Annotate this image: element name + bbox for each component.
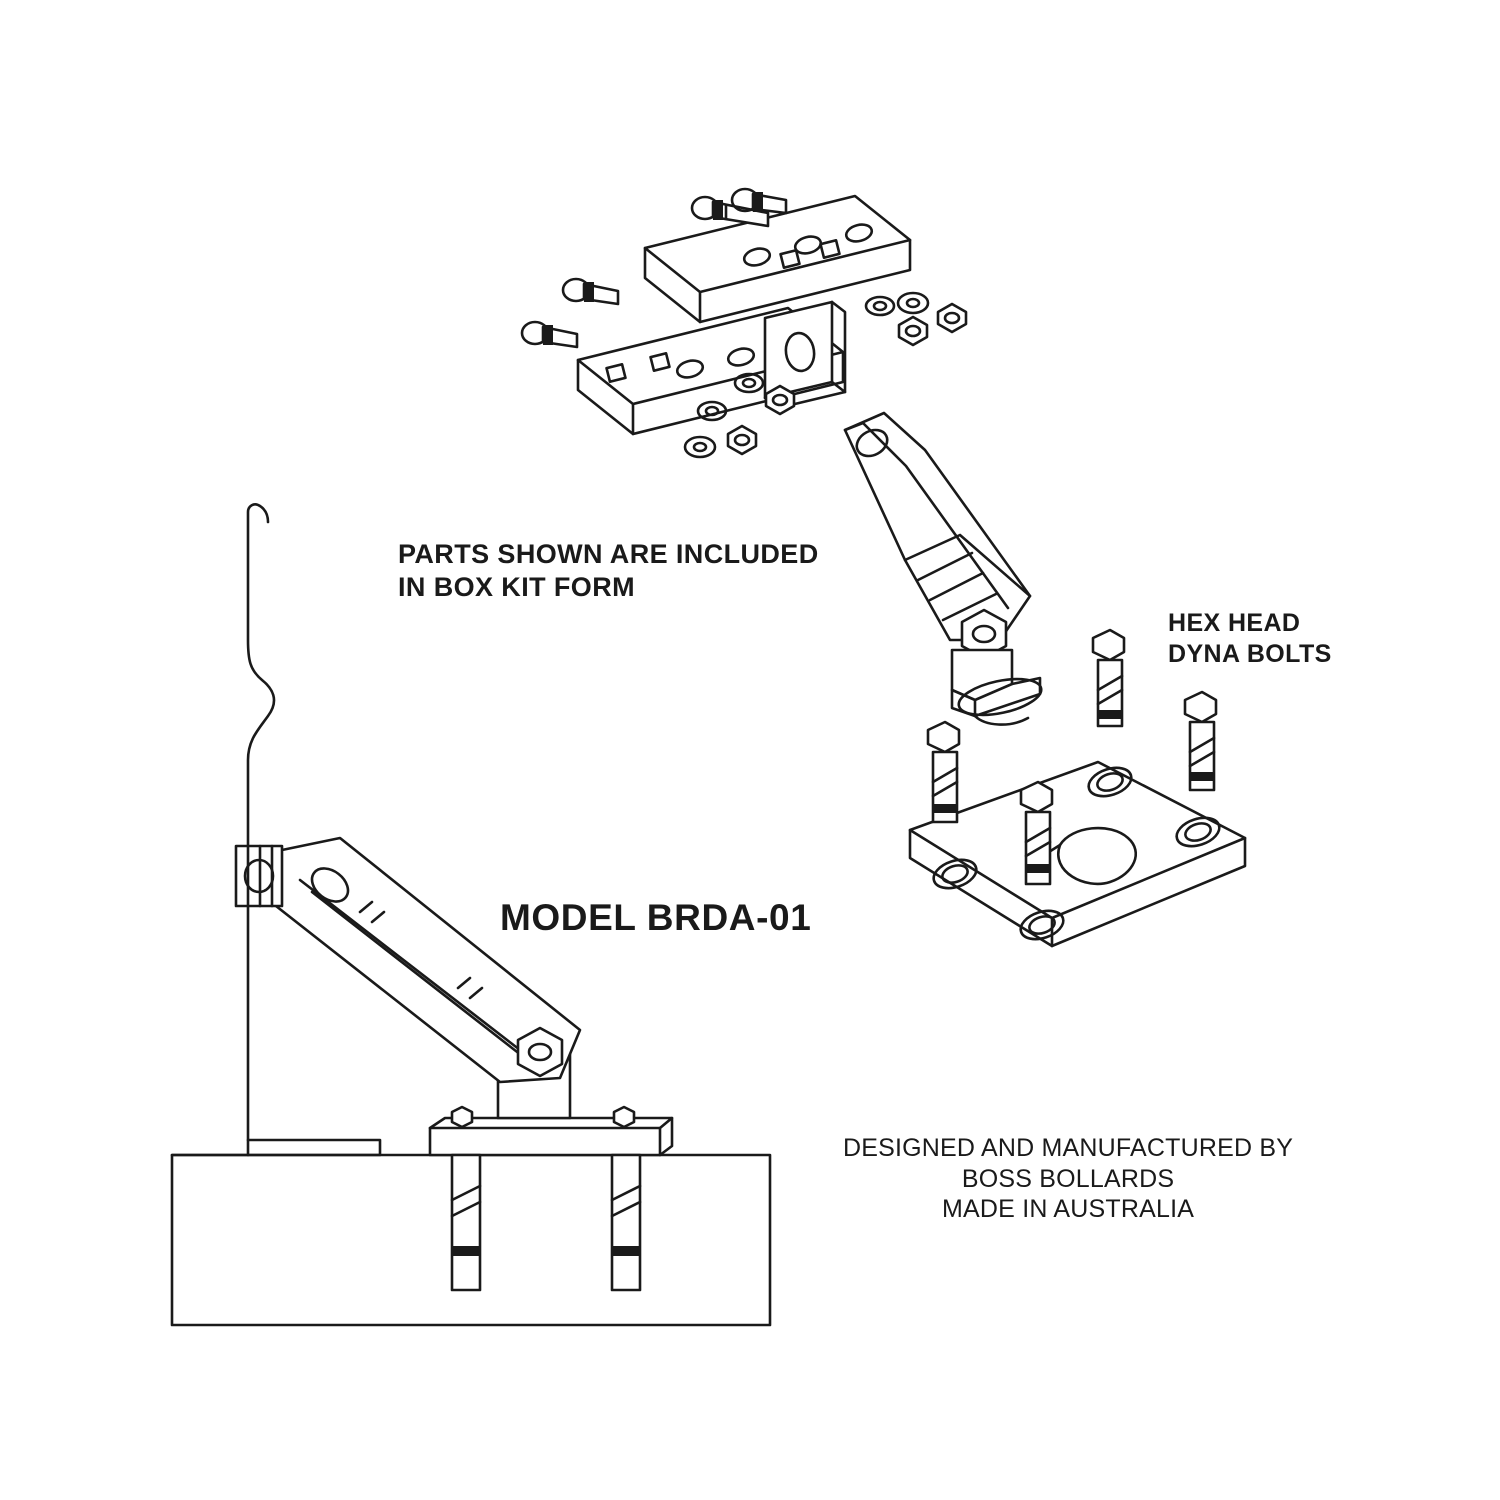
dyna-bolt-d xyxy=(1021,782,1052,884)
bracket-bolt-2 xyxy=(732,189,786,213)
hex-label-line-1: HEX HEAD xyxy=(1168,609,1301,637)
model-label: MODEL BRDA-01 xyxy=(500,897,812,938)
manufacturer-line-1: DESIGNED AND MANUFACTURED BY xyxy=(843,1134,1294,1162)
kit-note-line-2: IN BOX KIT FORM xyxy=(398,571,635,602)
kit-note xyxy=(398,538,819,604)
hex-label-line-2: DYNA BOLTS xyxy=(1168,639,1332,668)
hinge-arm-exploded xyxy=(845,413,1044,725)
bracket-bolt-3 xyxy=(563,279,618,304)
dyna-bolt-c xyxy=(928,722,959,822)
bracket-bolt-4 xyxy=(522,322,577,347)
dyna-bolt-a xyxy=(1093,630,1124,726)
dyna-bolt-b xyxy=(1185,692,1216,790)
kit-note-line-1: PARTS SHOWN ARE INCLUDED xyxy=(398,539,819,569)
hex-head-dyna-bolts-label xyxy=(1168,608,1332,669)
manufacturer-line-3: MADE IN AUSTRALIA xyxy=(942,1195,1195,1223)
washer-nut-group-right xyxy=(866,293,966,345)
manufacturer-line-2: BOSS BOLLARDS xyxy=(961,1164,1175,1193)
manufacturer-note xyxy=(843,1133,1293,1225)
